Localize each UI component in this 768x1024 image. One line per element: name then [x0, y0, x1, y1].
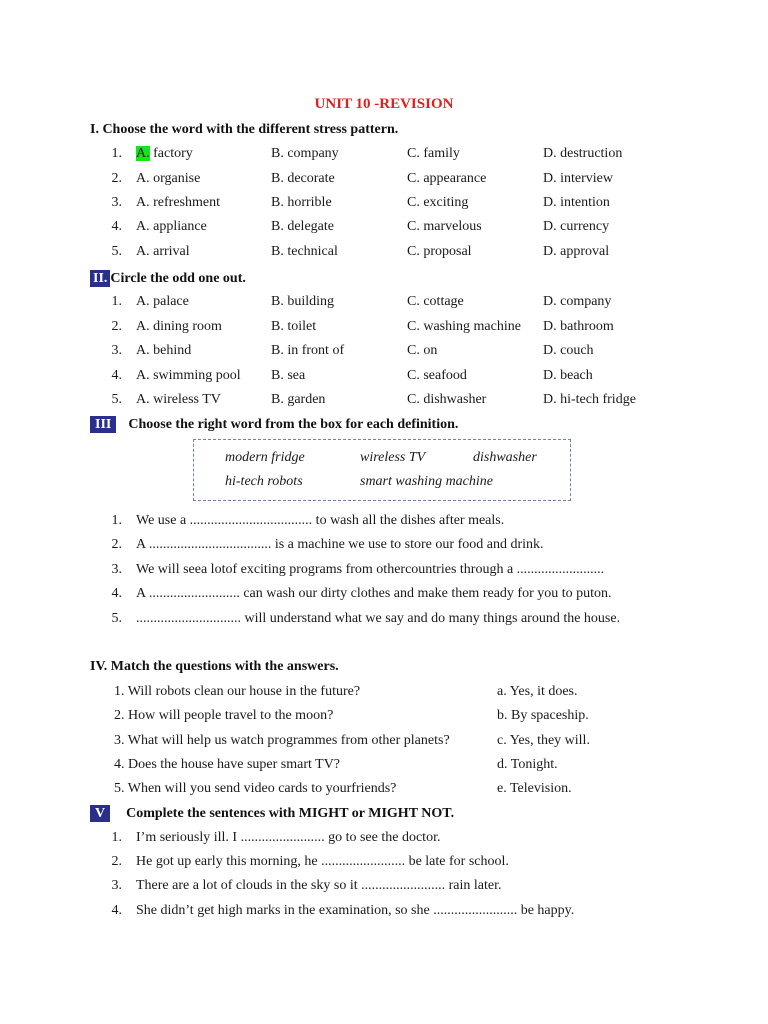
word-option: smart washing machine [360, 474, 493, 489]
section-5-heading: V Complete the sentences with MIGHT or MIGHT NOT. [90, 805, 454, 822]
word-option: wireless TV [360, 450, 426, 465]
section-2-heading: II. Circle the odd one out. [90, 270, 246, 287]
option-a: A. organise [136, 171, 201, 186]
question-number: 3. [111, 562, 122, 577]
question-number: 4. [111, 219, 122, 234]
option-b: B. sea [271, 368, 306, 383]
question-number: 2. [111, 171, 122, 186]
option-a: A. swimming pool [136, 368, 241, 383]
section-1-heading: I. Choose the word with the different stress pattern. [90, 122, 399, 137]
option-c: C. appearance [407, 171, 487, 186]
question-number: 1. [111, 294, 122, 309]
section-4-heading: IV. Match the questions with the answers. [90, 659, 339, 674]
option-c: C. seafood [407, 368, 467, 383]
option-b: B. company [271, 146, 339, 161]
option-c: C. dishwasher [407, 392, 487, 407]
word-box [193, 439, 571, 501]
match-question: 3. What will help us watch programmes from other planets? [114, 733, 450, 748]
option-d: D. company [543, 294, 612, 309]
question-number: 2. [111, 537, 122, 552]
option-a: A. dining room [136, 319, 222, 334]
option-b: B. horrible [271, 195, 332, 210]
option-c: C. exciting [407, 195, 469, 210]
match-answer: c. Yes, they will. [497, 733, 590, 748]
highlighted-answer: A. [136, 146, 150, 161]
sentence: He got up early this morning, he ........................ be late for school. [136, 854, 509, 869]
question-number: 1. [111, 513, 122, 528]
option-a: A. palace [136, 294, 189, 309]
sentence: I’m seriously ill. I ........................ go to see the doctor. [136, 830, 441, 845]
option-b: B. technical [271, 244, 338, 259]
option-b: B. building [271, 294, 335, 309]
question-number: 2. [111, 319, 122, 334]
match-question: 2. How will people travel to the moon? [114, 708, 334, 723]
option-c: C. washing machine [407, 319, 521, 334]
page-title: UNIT 10 -REVISION [314, 96, 454, 112]
option-d: D. approval [543, 244, 610, 259]
question-number: 1. [111, 830, 122, 845]
match-answer: a. Yes, it does. [497, 684, 578, 699]
option-d: D. couch [543, 343, 594, 358]
option-d: D. currency [543, 219, 610, 234]
option-a: A. appliance [136, 219, 207, 234]
option-c: C. family [407, 146, 460, 161]
match-answer: e. Television. [497, 781, 572, 796]
option-b: B. delegate [271, 219, 334, 234]
option-c: C. cottage [407, 294, 464, 309]
question-number: 2. [111, 854, 122, 869]
option-a: A. refreshment [136, 195, 220, 210]
option-a: A. wireless TV [136, 392, 221, 407]
sentence: .............................. will understand what we say and do many things around the house. [136, 611, 621, 626]
section-number-badge: II. [90, 270, 110, 287]
option-c: C. on [407, 343, 438, 358]
question-number: 5. [111, 392, 122, 407]
option-a: A. behind [136, 343, 192, 358]
match-answer: b. By spaceship. [497, 708, 589, 723]
option-d: D. bathroom [543, 319, 614, 334]
question-number: 4. [111, 368, 122, 383]
option-b: B. garden [271, 392, 326, 407]
sentence: We use a ................................... to wash all the dishes after meals. [136, 513, 505, 528]
question-number: 3. [111, 195, 122, 210]
match-question: 1. Will robots clean our house in the future? [114, 684, 361, 699]
match-answer: d. Tonight. [497, 757, 558, 772]
section-number-badge: III [90, 416, 116, 433]
question-number: 5. [111, 611, 122, 626]
option-b: B. toilet [271, 319, 317, 334]
question-number: 1. [111, 146, 122, 161]
option-a: A. factory [136, 146, 193, 161]
question-number: 5. [111, 244, 122, 259]
match-question: 5. When will you send video cards to yourfriends? [114, 781, 397, 796]
option-d: D. interview [543, 171, 613, 186]
sentence: There are a lot of clouds in the sky so it ........................ rain later. [136, 878, 502, 893]
sentence: A .......................... can wash our dirty clothes and make them ready for you to puton. [136, 586, 612, 601]
option-d: D. hi-tech fridge [543, 392, 636, 407]
sentence: We will seea lotof exciting programs from othercountries through a ......................... [136, 562, 605, 577]
section-number-badge: V [90, 805, 110, 822]
question-number: 3. [111, 343, 122, 358]
option-c: C. proposal [407, 244, 472, 259]
match-question: 4. Does the house have super smart TV? [114, 757, 341, 772]
question-number: 4. [111, 586, 122, 601]
option-c: C. marvelous [407, 219, 482, 234]
option-d: D. destruction [543, 146, 623, 161]
question-number: 4. [111, 903, 122, 918]
option-a: A. arrival [136, 244, 190, 259]
option-d: D. beach [543, 368, 593, 383]
option-b: B. in front of [271, 343, 345, 358]
word-option: modern fridge [225, 450, 305, 465]
option-d: D. intention [543, 195, 610, 210]
sentence: A ................................... is a machine we use to store our food and drink. [136, 537, 544, 552]
section-3-heading: III Choose the right word from the box for each definition. [90, 416, 458, 433]
sentence: She didn’t get high marks in the examination, so she ........................ be happy. [136, 903, 575, 918]
word-option: hi-tech robots [225, 474, 303, 489]
word-option: dishwasher [473, 450, 537, 465]
question-number: 3. [111, 878, 122, 893]
option-b: B. decorate [271, 171, 335, 186]
